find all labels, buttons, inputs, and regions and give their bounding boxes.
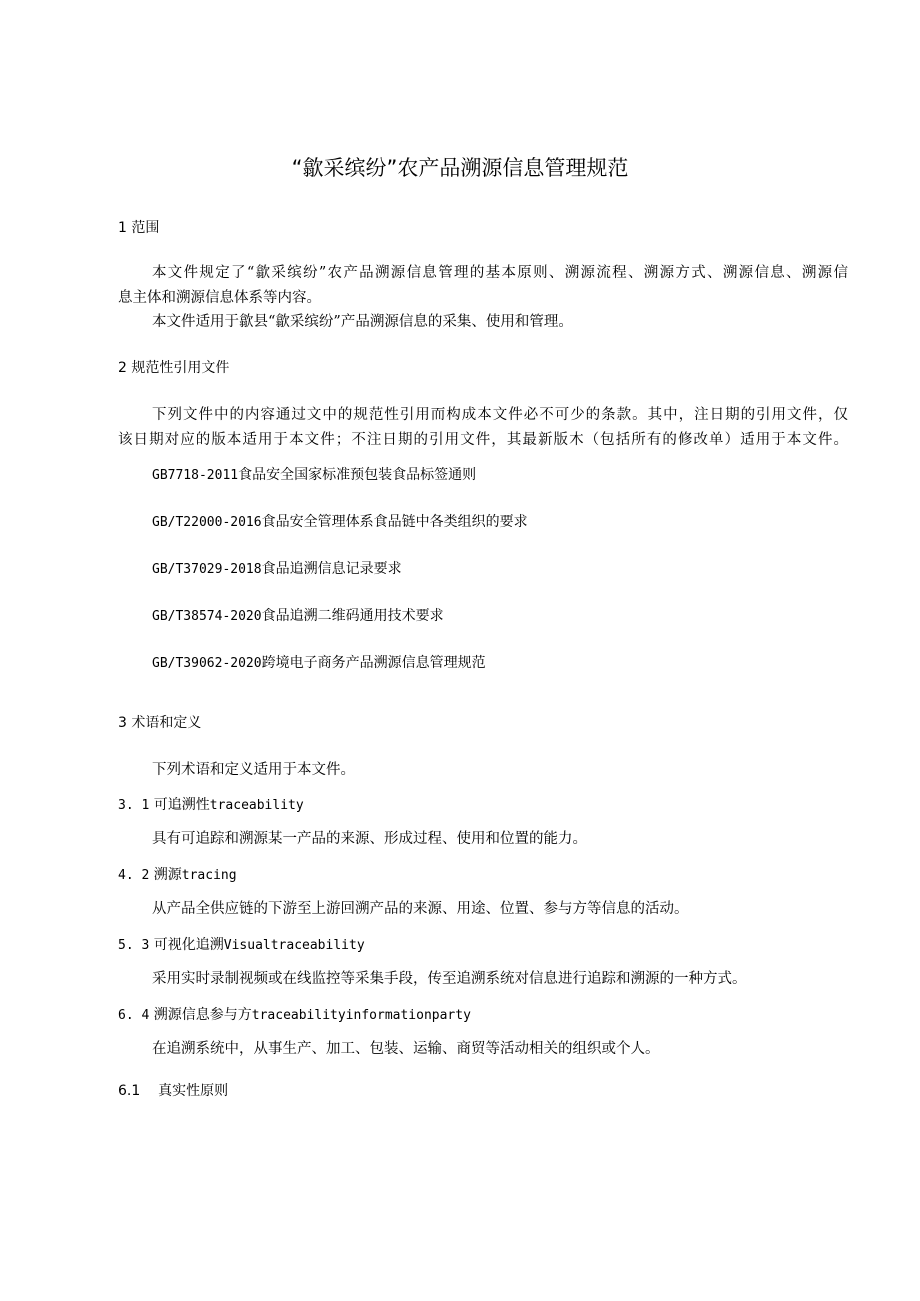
term-number: 6. 4	[118, 1008, 150, 1023]
reference-code: GB7718-2011	[152, 468, 239, 483]
term-name: 可追溯性	[153, 797, 210, 813]
term-number: 3. 1	[118, 798, 150, 813]
reference-code: GB/T37029-2018	[152, 562, 262, 577]
reference-code: GB/T22000-2016	[152, 515, 262, 530]
reference-code: GB/T39062-2020	[152, 656, 262, 671]
term-heading	[118, 868, 237, 882]
reference-title: 跨境电子商务产品溯源信息管理规范	[261, 655, 486, 671]
term-definition: 在追溯系统中，从事生产、加工、包装、运输、商贸等活动相关的组织或个人。	[152, 1041, 660, 1057]
reference-title: 食品安全国家标准预包装食品标签通则	[238, 467, 477, 483]
reference-title: 食品追溯二维码通用技术要求	[261, 608, 444, 624]
term-english: traceabilityinformationparty	[251, 1008, 471, 1023]
reference-item	[152, 562, 402, 576]
section-1-para1-line2: 息主体和溯源信息体系等内容。	[118, 290, 321, 306]
term-definition: 从产品全供应链的下游至上游回溯产品的来源、用途、位置、参与方等信息的活动。	[152, 901, 689, 917]
term-definition: 具有可追踪和溯源某一产品的来源、形成过程、使用和位置的能力。	[152, 831, 587, 847]
reference-item	[152, 656, 486, 670]
term-name: 溯源	[153, 867, 182, 883]
reference-item	[152, 609, 444, 623]
term-english: traceability	[209, 798, 304, 813]
term-english: Visualtraceability	[223, 938, 365, 953]
section-title: 真实性原则	[158, 1083, 229, 1099]
section-3-heading: 3 术语和定义	[118, 715, 202, 731]
reference-item	[152, 468, 476, 482]
term-heading	[118, 938, 365, 952]
section-2-para-line1: 下列文件中的内容通过文中的规范性引用而构成本文件必不可少的条款。其中，注日期的引用文件，仅	[152, 407, 848, 423]
reference-title: 食品追溯信息记录要求	[261, 561, 402, 577]
term-name: 溯源信息参与方	[153, 1007, 252, 1023]
section-3-intro: 下列术语和定义适用于本文件。	[152, 762, 355, 778]
term-definition: 采用实时录制视频或在线监控等采集手段，传至追溯系统对信息进行追踪和溯源的一种方式。	[152, 971, 747, 987]
section-2-para-line2: 该日期对应的版本适用于本文件；不注日期的引用文件，其最新版木（包括所有的修改单）适用于本文件。	[118, 432, 848, 448]
document-title: “歙采缤纷”农产品溯源信息管理规范	[291, 156, 629, 180]
section-1-para2: 本文件适用于歙县“歙采缤纷”产品溯源信息的采集、使用和管理。	[152, 314, 573, 330]
reference-title: 食品安全管理体系食品链中各类组织的要求	[261, 514, 528, 530]
term-name: 可视化追溯	[153, 937, 224, 953]
reference-code: GB/T38574-2020	[152, 609, 262, 624]
term-english: tracing	[181, 868, 237, 883]
section-number: 6.1	[118, 1083, 141, 1099]
term-number: 5. 3	[118, 938, 150, 953]
section-1-heading: 1 范围	[118, 220, 160, 236]
section-6-1-heading	[118, 1084, 228, 1098]
section-1-para1-line1: 本文件规定了“歙采缤纷”农产品溯源信息管理的基本原则、溯源流程、溯源方式、溯源信息、溯源信	[152, 265, 848, 281]
reference-item	[152, 515, 528, 529]
term-number: 4. 2	[118, 868, 150, 883]
term-heading	[118, 798, 304, 812]
term-heading	[118, 1008, 471, 1022]
section-2-heading: 2 规范性引用文件	[118, 360, 230, 376]
